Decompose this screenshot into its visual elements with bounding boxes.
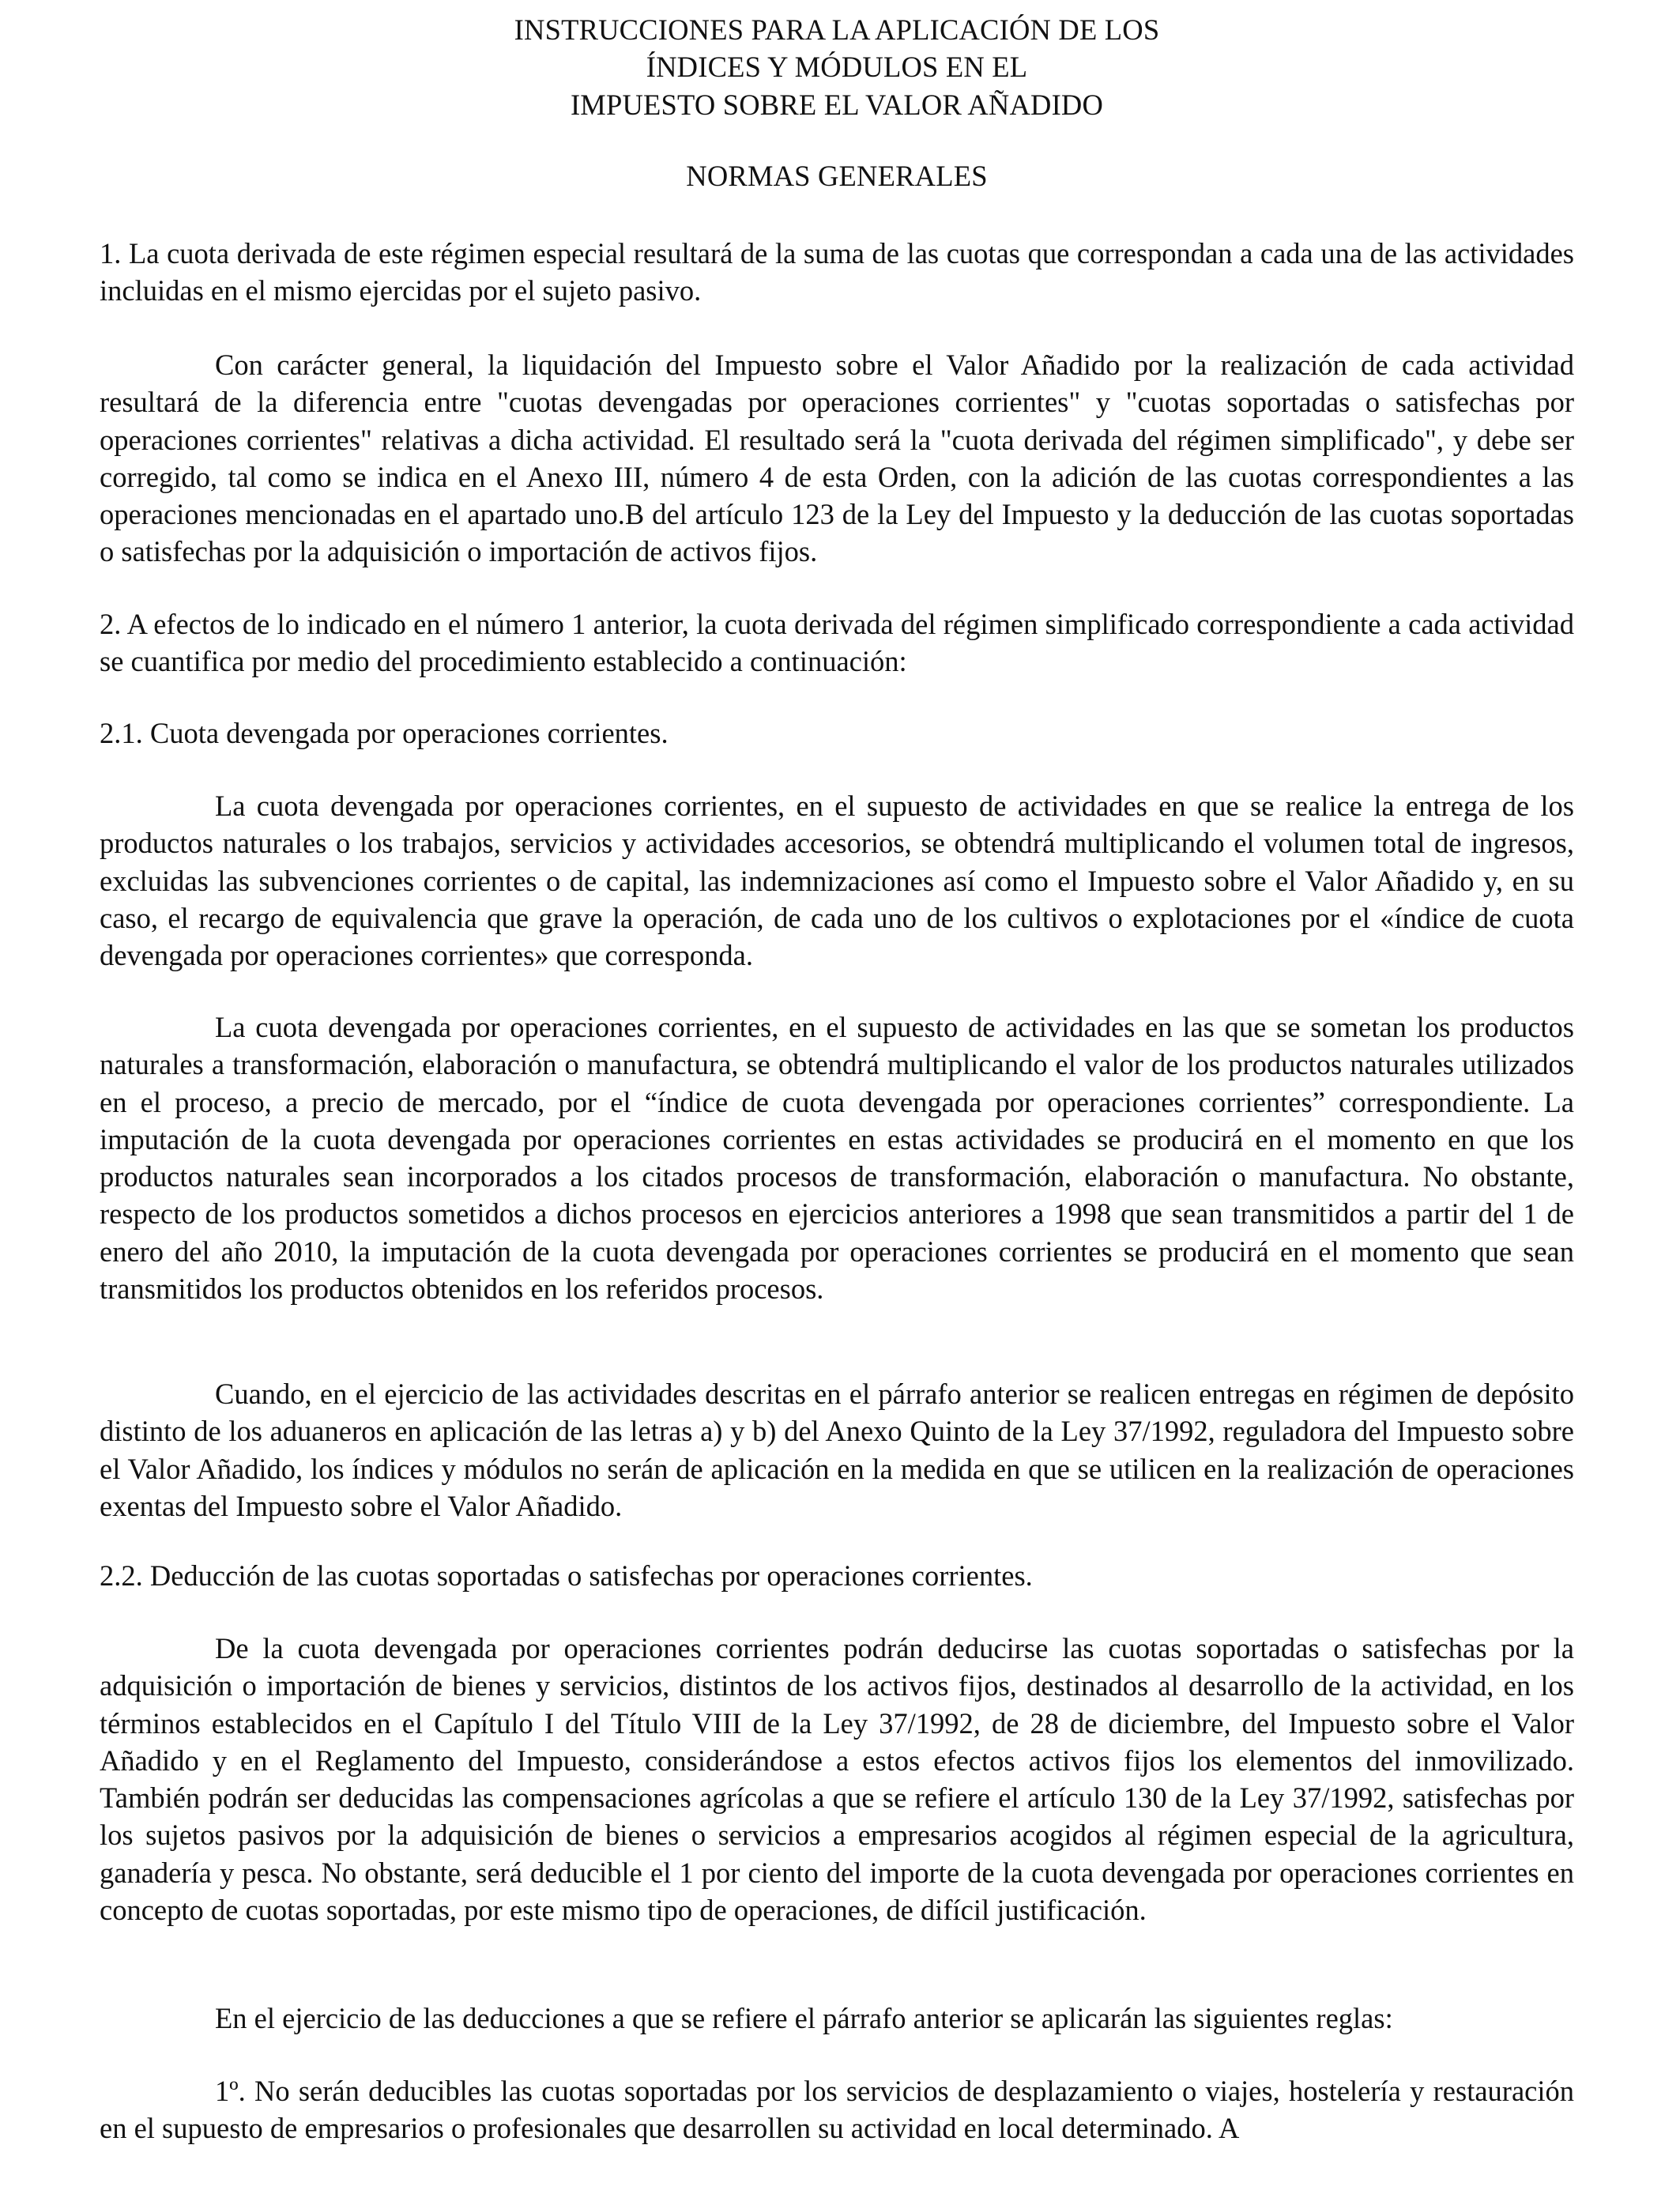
paragraph-regla-1: 1º. No serán deducibles las cuotas soportadas por los servicios de desplazamiento o viajes, hostelería y restauración en el supuesto de empresarios o profesionales que desarrollen su actividad en local determinado. A: [100, 2075, 1574, 2145]
paragraph-deposito: Cuando, en el ejercicio de las actividades descritas en el párrafo anterior se realicen entregas en régimen de depósito distinto de los aduaneros en aplicación de las letras a) y b) del Anexo Quinto de la Ley 37/1992, reguladora del Impuesto sobre el Valor Añadido, los índices y módulos no serán de aplicación en la medida en que se utilicen en la realización de operaciones exentas del Impuesto sobre el Valor Añadido.: [100, 1378, 1574, 1522]
section-title: NORMAS GENERALES: [686, 160, 988, 192]
paragraph-reglas-intro: En el ejercicio de las deducciones a que se refiere el párrafo anterior se aplicarán las siguientes reglas:: [215, 2002, 1393, 2034]
heading-2-2: 2.2. Deducción de las cuotas soportadas o satisfechas por operaciones corrientes.: [100, 1559, 1033, 1592]
document-title: [100, 11, 1574, 123]
paragraph-cuota-devengada-2: La cuota devengada por operaciones corrientes, en el supuesto de actividades en las que se sometan los productos naturales a transformación, elaboración o manufactura, se obtendrá multiplicando el valor de los productos naturales utilizados en el proceso, a precio de mercado, por el “índice de cuota devengada por operaciones corrientes” correspondiente. La imputación de la cuota devengada por operaciones corrientes en estas actividades se producirá en el momento en que los productos naturales sean incorporados a los citados procesos de transformación, elaboración o manufactura. No obstante, respecto de los productos sometidos a dichos procesos en ejercicios anteriores a 1998 que sean transmitidos a partir del 1 de enero del año 2010, la imputación de la cuota devengada por operaciones corrientes se producirá en el momento que sean transmitidos los productos obtenidos en los referidos procesos.: [100, 1011, 1574, 1306]
paragraph-2: 2. A efectos de lo indicado en el número 1 anterior, la cuota derivada del régimen simplificado correspondiente a cada actividad se cuantifica por medio del procedimiento establecido a continuación:: [100, 608, 1574, 678]
title-line-2: ÍNDICES Y MÓDULOS EN EL: [646, 51, 1028, 84]
title-line-1: INSTRUCCIONES PARA LA APLICACIÓN DE LOS: [514, 13, 1160, 46]
title-line-3: IMPUESTO SOBRE EL VALOR AÑADIDO: [570, 88, 1104, 121]
heading-2-1: 2.1. Cuota devengada por operaciones corrientes.: [100, 717, 669, 749]
paragraph-general-liquidation: Con carácter general, la liquidación del Impuesto sobre el Valor Añadido por la realización de cada actividad resultará de la diferencia entre "cuotas devengadas por operaciones corrientes" y "cuotas soportadas o satisfechas por operaciones corrientes" relativas a dicha actividad. El resultado será la "cuota derivada del régimen simplificado", y debe ser corregido, tal como se indica en el Anexo III, número 4 de esta Orden, con la adición de las cuotas correspondientes a las operaciones mencionadas en el apartado uno.B del artículo 123 de la Ley del Impuesto y la deducción de las cuotas soportadas o satisfechas por la adquisición o importación de activos fijos.: [100, 349, 1574, 568]
paragraph-1: 1. La cuota derivada de este régimen especial resultará de la suma de las cuotas que correspondan a cada una de las actividades incluidas en el mismo ejercidas por el sujeto pasivo.: [100, 237, 1574, 307]
document-page: [100, 0, 1574, 2194]
paragraph-cuota-devengada-1: La cuota devengada por operaciones corrientes, en el supuesto de actividades en que se realice la entrega de los productos naturales o los trabajos, servicios y actividades accesorios, se obtendrá multiplicando el volumen total de ingresos, excluidas las subvenciones corrientes o de capital, las indemnizaciones así como el Impuesto sobre el Valor Añadido y, en su caso, el recargo de equivalencia que grave la operación, de cada uno de los cultivos o explotaciones por el «índice de cuota devengada por operaciones corrientes» que corresponda.: [100, 790, 1574, 972]
paragraph-deduccion: De la cuota devengada por operaciones corrientes podrán deducirse las cuotas soportadas o satisfechas por la adquisición o importación de bienes y servicios, distintos de los activos fijos, destinados al desarrollo de la actividad, en los términos establecidos en el Capítulo I del Título VIII de la Ley 37/1992, de 28 de diciembre, del Impuesto sobre el Valor Añadido y en el Reglamento del Impuesto, considerándose a estos efectos activos fijos los elementos del inmovilizado. También podrán ser deducidas las compensaciones agrícolas a que se refiere el artículo 130 de la Ley 37/1992, satisfechas por los sujetos pasivos por la adquisición de bienes o servicios a empresarios acogidos al régimen especial de la agricultura, ganadería y pesca. No obstante, será deducible el 1 por ciento del importe de la cuota devengada por operaciones corrientes en concepto de cuotas soportadas, por este mismo tipo de operaciones, de difícil justificación.: [100, 1632, 1574, 1927]
